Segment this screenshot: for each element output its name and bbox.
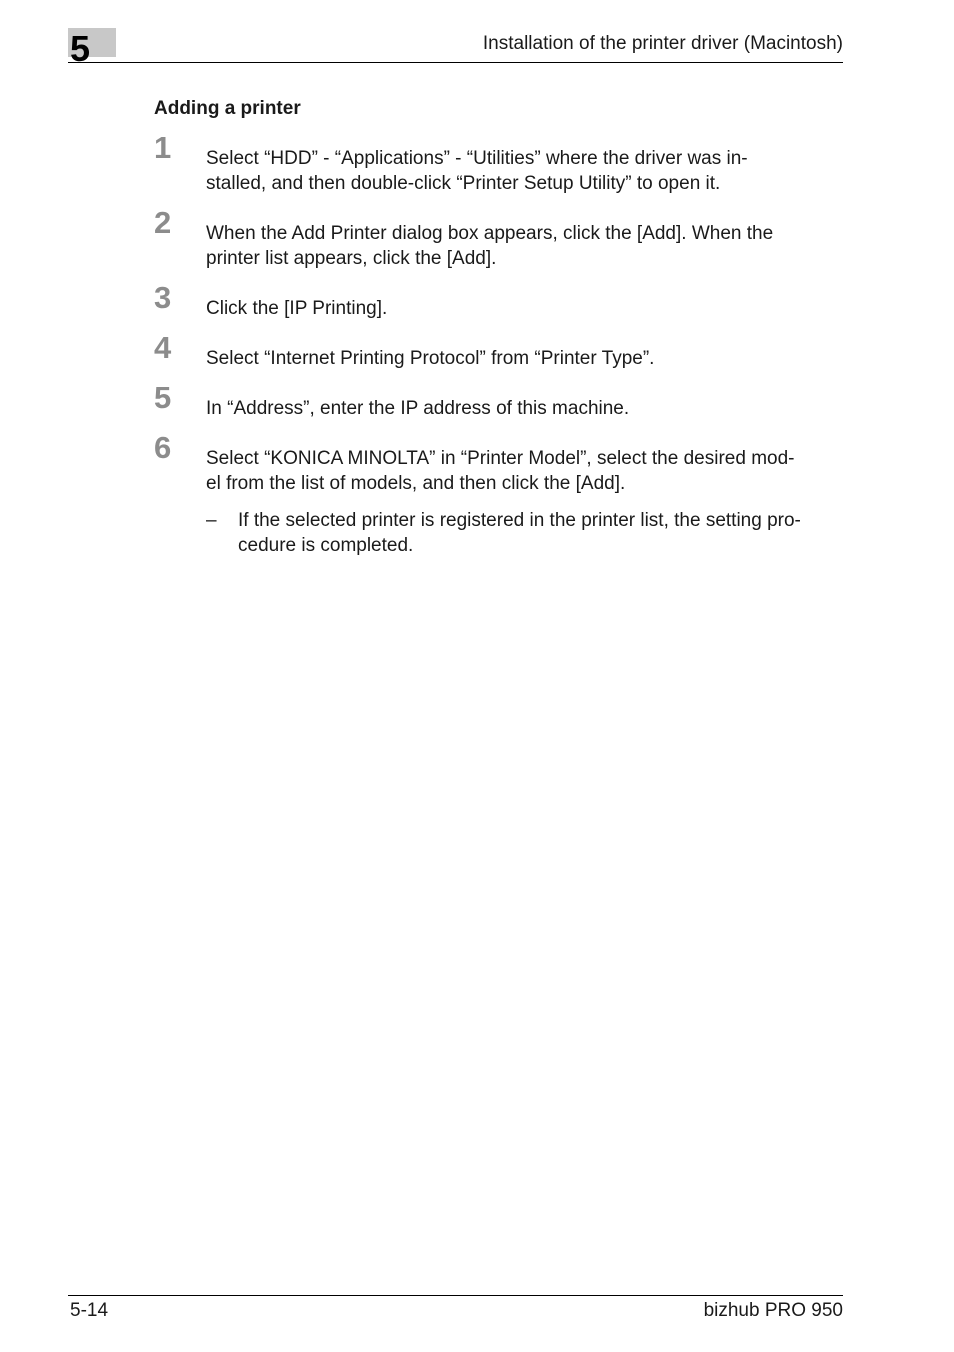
step-line: Select “Internet Printing Protocol” from “Printer Type”. — [206, 348, 655, 369]
step-number: 4 — [154, 330, 172, 365]
step-line: When the Add Printer dialog box appears, click the [Add]. When the — [206, 223, 774, 244]
step-number: 1 — [154, 130, 172, 165]
step-number: 5 — [154, 380, 172, 415]
chapter-number: 5 — [70, 28, 91, 69]
step-text — [206, 396, 844, 421]
step-line: printer list appears, click the [Add]. — [206, 248, 497, 269]
page-number: 5-14 — [70, 1300, 109, 1321]
step-line: Click the [IP Printing]. — [206, 298, 388, 319]
footer-divider — [68, 1295, 843, 1296]
step-line: In “Address”, enter the IP address of this machine. — [206, 398, 630, 419]
bullet-text — [238, 508, 844, 558]
bullet-line: cedure is completed. — [238, 535, 414, 556]
step-text — [206, 146, 844, 196]
bullet-line: If the selected printer is registered in the printer list, the setting pro- — [238, 510, 801, 531]
header-divider — [68, 62, 843, 63]
section-heading: Adding a printer — [154, 98, 301, 119]
step-text — [206, 221, 844, 271]
header-title: Installation of the printer driver (Macintosh) — [482, 33, 843, 54]
step-line: el from the list of models, and then click the [Add]. — [206, 473, 626, 494]
step-line: Select “KONICA MINOLTA” in “Printer Model”, select the desired mod- — [206, 448, 795, 469]
step-line: stalled, and then double-click “Printer Setup Utility” to open it. — [206, 173, 721, 194]
step-number: 2 — [154, 205, 172, 240]
step-text — [206, 296, 844, 321]
step-text — [206, 446, 844, 496]
step-text — [206, 346, 844, 371]
step-line: Select “HDD” - “Applications” - “Utilities” where the driver was in- — [206, 148, 748, 169]
step-number: 6 — [154, 430, 172, 465]
bullet-dash: – — [206, 510, 217, 531]
step-number: 3 — [154, 280, 172, 315]
product-name: bizhub PRO 950 — [703, 1300, 843, 1321]
